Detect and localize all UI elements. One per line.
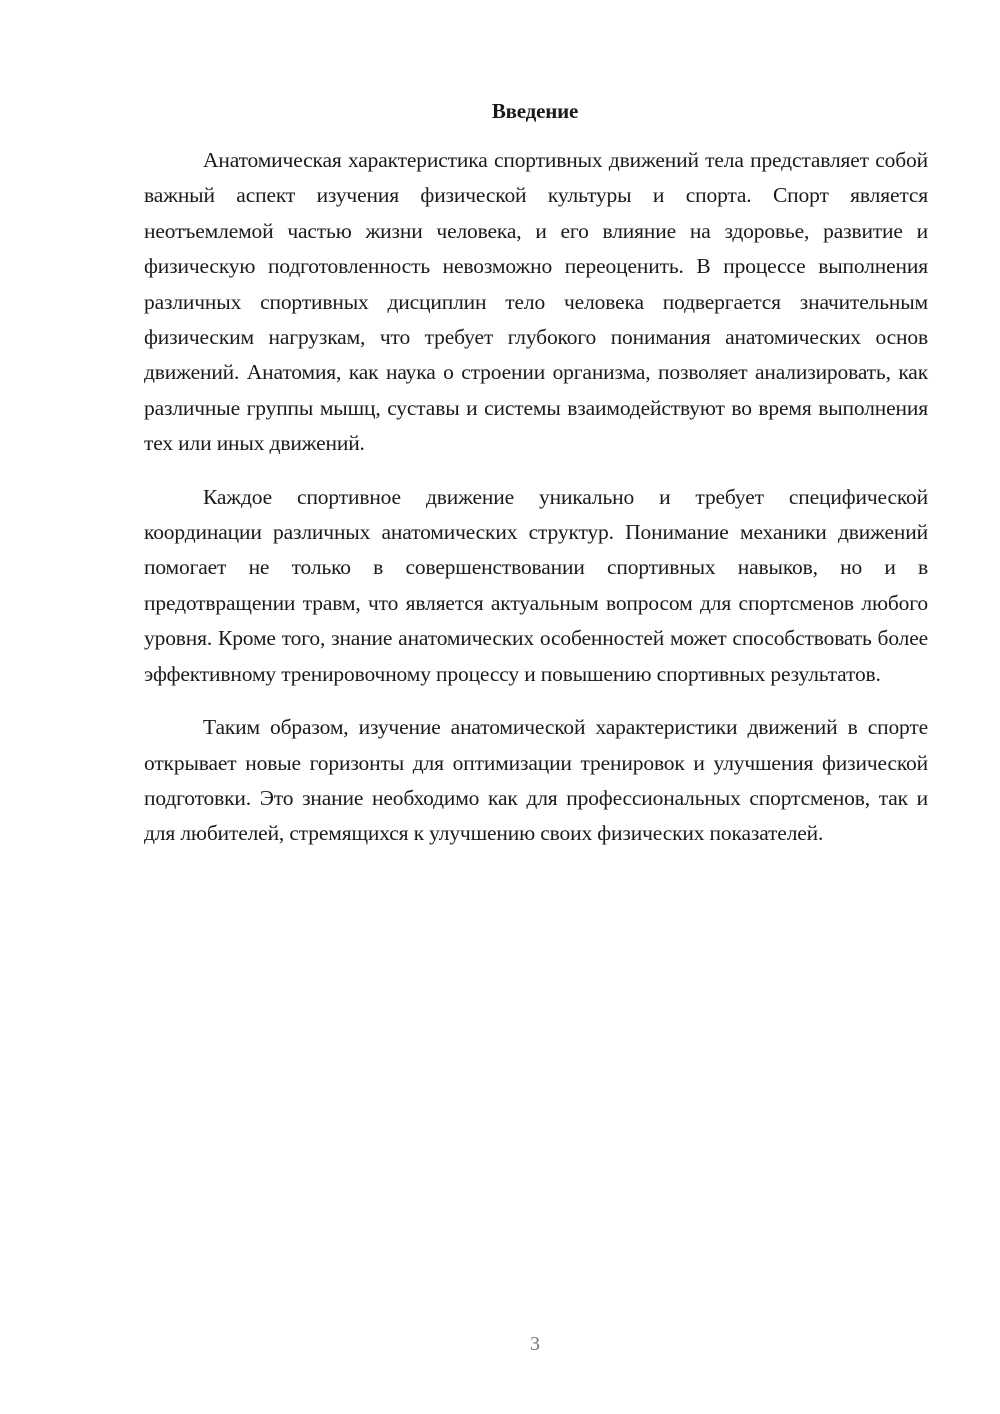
- page-number: 3: [530, 1333, 540, 1355]
- paragraph-3: Таким образом, изучение анатомической характеристики движений в спорте открывает новые горизонты для оптимизации тренировок и улучшения физической подготовки. Это знание необходимо как для профессиональных спортсменов, так и для любителей, стремящихся к улучшению своих физических показателей.: [144, 715, 928, 846]
- paragraph-1: Анатомическая характеристика спортивных движений тела представляет собой важный аспект изучения физической культуры и спорта. Спорт является неотъемлемой частью жизни человека, и его влияние на здоровье, развитие и физическую подготовленность невозможно переоценить. В процессе выполнения различных спортивных дисциплин тело человека подвергается значительным физическим нагрузкам, что требует глубокого понимания анатомических основ движений. Анатомия, как наука о строении организма, позволяет анализировать, как различные группы мышц, суставы и системы взаимодействуют во время выполнения тех или иных движений.: [144, 148, 928, 456]
- section-title: Введение: [491, 99, 579, 123]
- body-text: [144, 143, 928, 852]
- paragraph-2: Каждое спортивное движение уникально и требует специфической координации различных анатомических структур. Понимание механики движений помогает не только в совершенствовании спортивных навыков, но и в предотвращении травм, что является актуальным вопросом для спортсменов любого уровня. Кроме того, знание анатомических особенностей может способствовать более эффективному тренировочному процессу и повышению спортивных результатов.: [144, 484, 928, 686]
